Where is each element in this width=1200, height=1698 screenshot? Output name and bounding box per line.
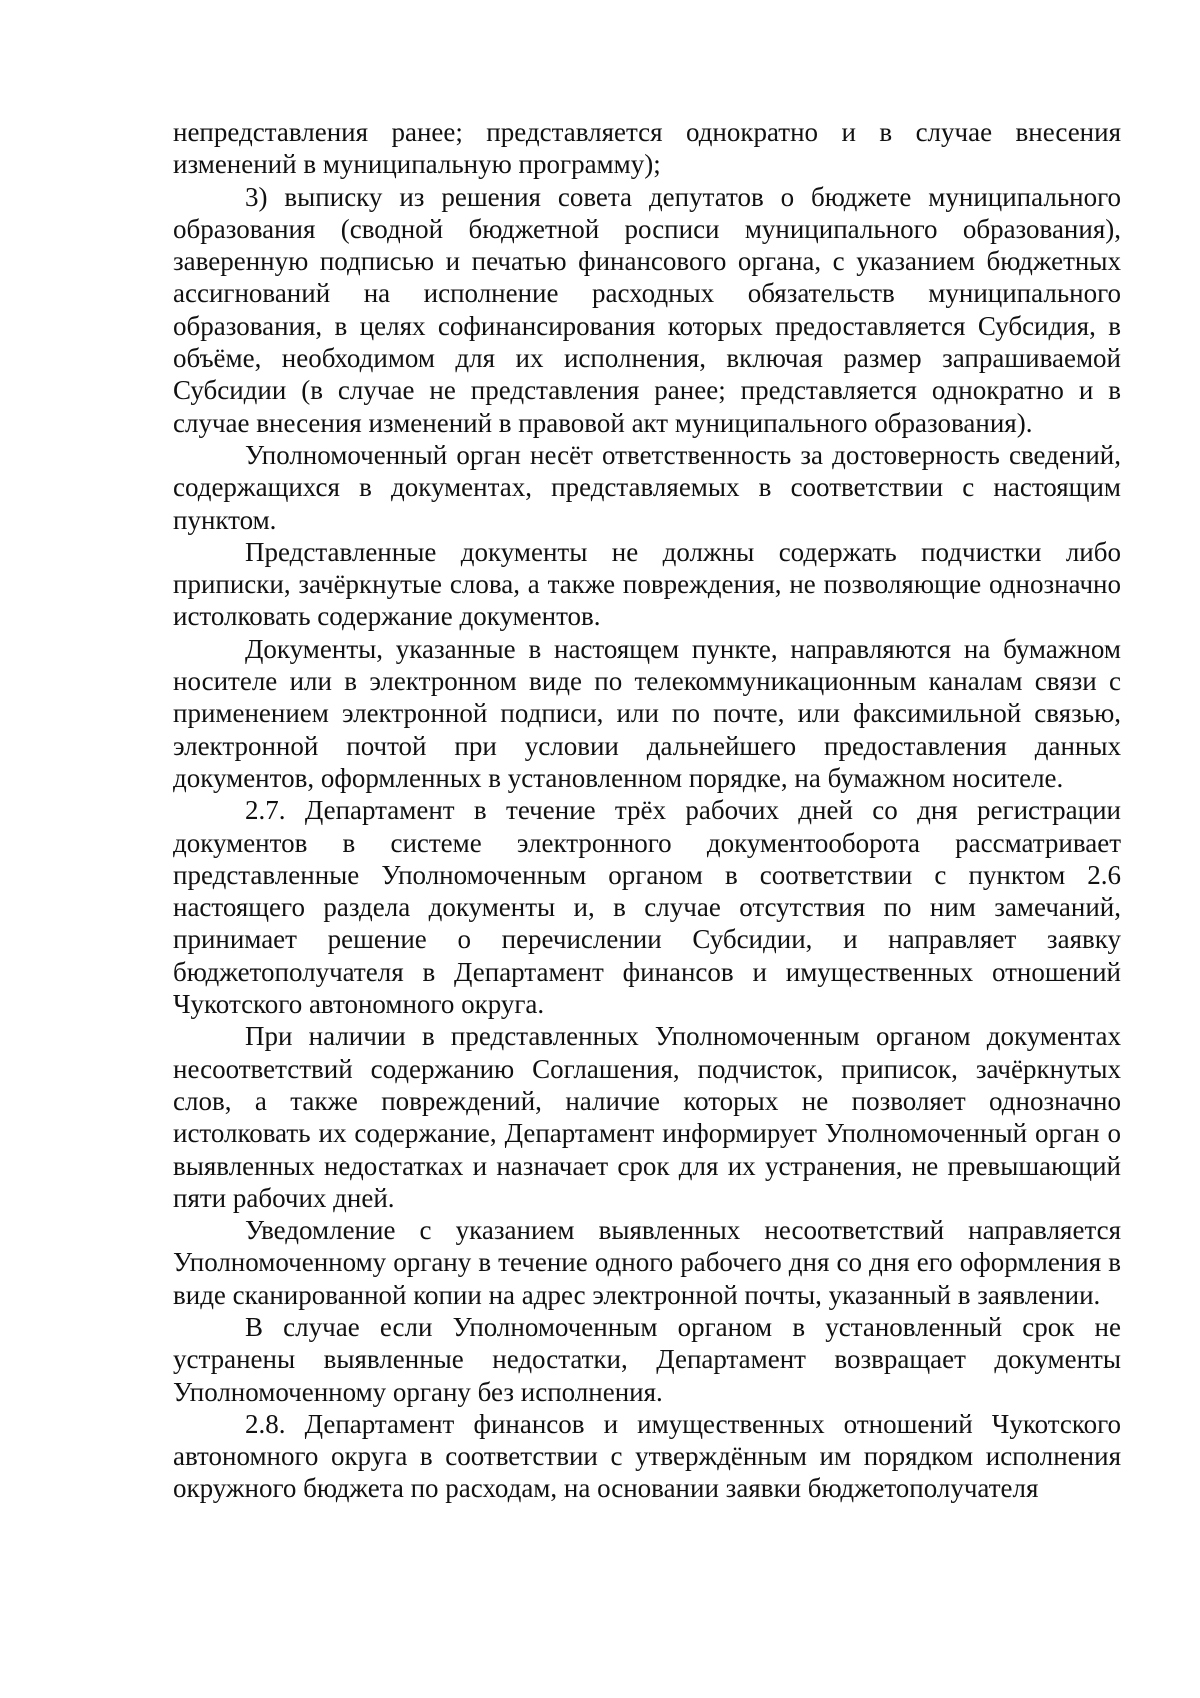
paragraph-document-requirements: Представленные документы не должны содержать подчистки либо приписки, зачёркнутые слова, а также повреждения, не позволяющие однозначно истолковать содержание документов. bbox=[173, 536, 1121, 632]
paragraph-item-3: 3) выписку из решения совета депутатов о бюджете муниципального образования (сводной бюджетной росписи муниципального образования), заверенную подписью и печатью финансового органа, с указанием бюджетных ассигнований на исполнение расходных обязательств муниципального образования, в целях софинансирования которых предоставляется Субсидия, в объёме, необходимом для их исполнения, включая размер запрашиваемой Субсидии (в случае не представления ранее; представляется однократно и в случае внесения изменений в правовой акт муниципального образования). bbox=[173, 181, 1121, 438]
paragraph-return-documents: В случае если Уполномоченным органом в установленный срок не устранены выявленные недостатки, Департамент возвращает документы Уполномоченному органу без исполнения. bbox=[173, 1311, 1121, 1407]
paragraph-section-2-8: 2.8. Департамент финансов и имущественных отношений Чукотского автономного округа в соответствии с утверждённым им порядком исполнения окружного бюджета по расходам, на основании заявки бюджетополучателя bbox=[173, 1408, 1121, 1504]
paragraph-continuation: непредставления ранее; представляется однократно и в случае внесения изменений в муниципальную программу); bbox=[173, 117, 1121, 180]
paragraph-discrepancies: При наличии в представленных Уполномоченным органом документах несоответствий содержанию Соглашения, подчисток, приписок, зачёркнутых слов, а также повреждений, наличие которых не позволяет однозначно истолковать их содержание, Департамент информирует Уполномоченный орган о выявленных недостатках и назначает срок для их устранения, не превышающий пяти рабочих дней. bbox=[173, 1021, 1121, 1213]
paragraph-submission-methods: Документы, указанные в настоящем пункте, направляются на бумажном носителе или в электронном виде по телекоммуникационным каналам связи с применением электронной подписи, или по почте, или факсимильной связью, электронной почтой при условии дальнейшего предоставления данных документов, оформленных в установленном порядке, на бумажном носителе. bbox=[173, 633, 1121, 793]
document-page bbox=[173, 116, 1121, 1505]
paragraph-notification: Уведомление с указанием выявленных несоответствий направляется Уполномоченному органу в течение одного рабочего дня со дня его оформления в виде сканированной копии на адрес электронной почты, указанный в заявлении. bbox=[173, 1215, 1121, 1310]
paragraph-responsibility: Уполномоченный орган несёт ответственность за достоверность сведений, содержащихся в документах, представляемых в соответствии с настоящим пунктом. bbox=[173, 439, 1121, 535]
paragraph-section-2-7: 2.7. Департамент в течение трёх рабочих дней со дня регистрации документов в системе электронного документооборота рассматривает представленные Уполномоченным органом в соответствии с пунктом 2.6 настоящего раздела документы и, в случае отсутствия по ним замечаний, принимает решение о перечислении Субсидии, и направляет заявку бюджетополучателя в Департамент финансов и имущественных отношений Чукотского автономного округа. bbox=[173, 795, 1121, 1020]
